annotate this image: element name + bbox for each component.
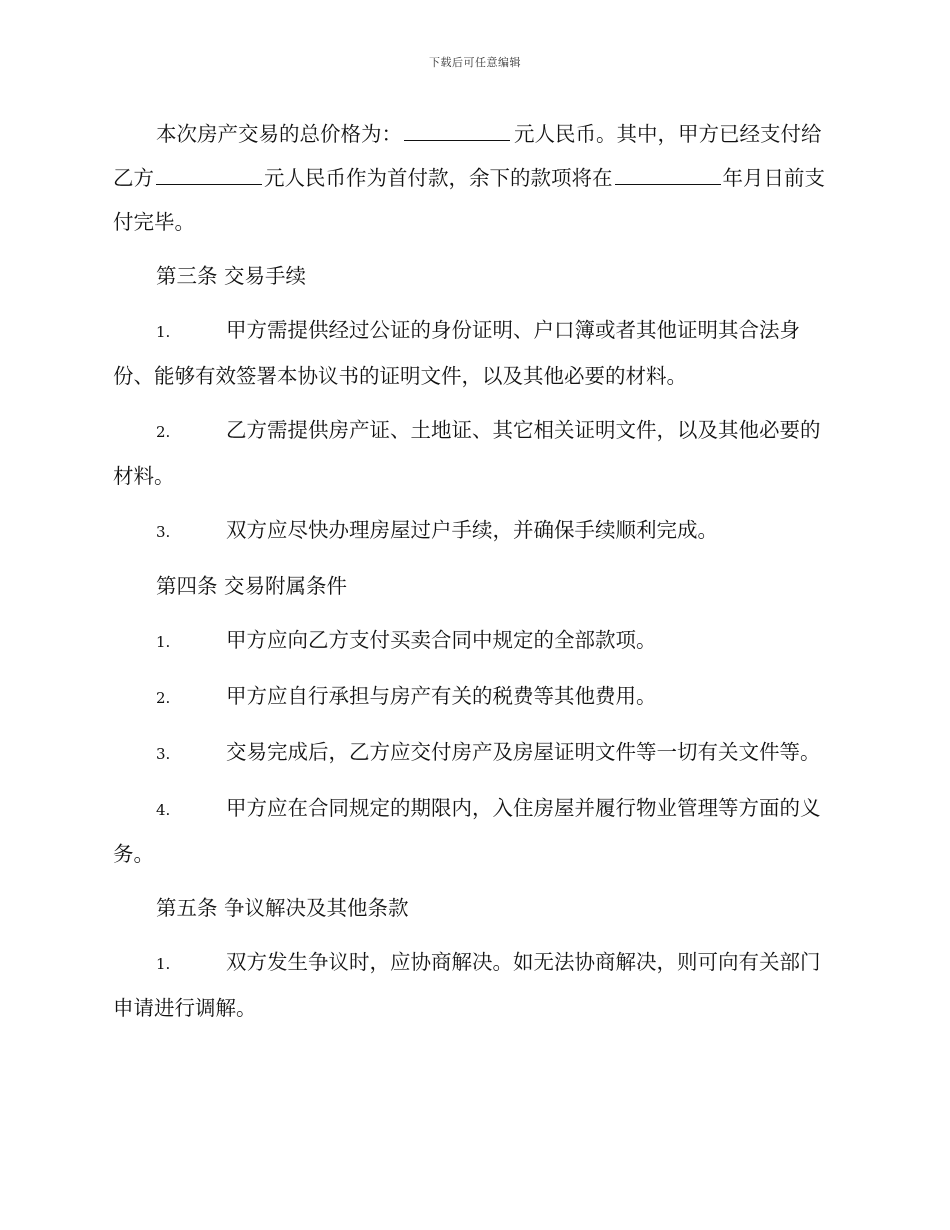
item-number: 4. bbox=[156, 801, 171, 819]
item-number: 2. bbox=[156, 689, 171, 707]
article-5-item-1 bbox=[113, 940, 833, 1030]
price-text-3: 元人民币作为首付款，余下的款项将在 bbox=[264, 166, 613, 190]
article-3-item-3 bbox=[113, 508, 833, 554]
article-4-item-1 bbox=[113, 618, 833, 664]
item-number: 3. bbox=[156, 523, 171, 541]
item-text: 交易完成后，乙方应交付房产及房屋证明文件等一切有关文件等。 bbox=[226, 740, 821, 764]
item-text: 乙方需提供房产证、土地证、其它相关证明文件，以及其他必要的材料。 bbox=[113, 418, 821, 488]
item-text: 双方应尽快办理房屋过户手续，并确保手续顺利完成。 bbox=[226, 518, 718, 542]
article-5-title: 第五条 争议解决及其他条款 bbox=[156, 896, 409, 920]
price-text-4: 年月日前支付完毕。 bbox=[113, 166, 825, 234]
item-text: 甲方应自行承担与房产有关的税费等其他费用。 bbox=[226, 684, 657, 708]
item-text: 甲方需提供经过公证的身份证明、户口簿或者其他证明其合法身份、能够有效签署本协议书的证明文件，以及其他必要的材料。 bbox=[113, 318, 800, 388]
item-text: 双方发生争议时，应协商解决。如无法协商解决，则可向有关部门申请进行调解。 bbox=[113, 950, 821, 1020]
page-header: 下载后可任意编辑 bbox=[429, 56, 521, 69]
item-number: 2. bbox=[156, 423, 171, 441]
article-3-title: 第三条 交易手续 bbox=[156, 264, 307, 288]
item-text: 甲方应向乙方支付买卖合同中规定的全部款项。 bbox=[226, 628, 657, 652]
article-4-title: 第四条 交易附属条件 bbox=[156, 574, 348, 598]
article-3-item-1 bbox=[113, 308, 833, 398]
due-date-blank bbox=[615, 162, 721, 185]
article-4-item-3 bbox=[113, 730, 833, 776]
item-text: 甲方应在合同规定的期限内，入住房屋并履行物业管理等方面的义务。 bbox=[113, 796, 821, 866]
item-number: 1. bbox=[156, 955, 171, 973]
down-payment-blank bbox=[156, 162, 262, 185]
item-number: 1. bbox=[156, 323, 171, 341]
item-number: 3. bbox=[156, 745, 171, 763]
price-paragraph bbox=[113, 112, 833, 244]
total-price-blank bbox=[404, 118, 510, 141]
article-4-item-2 bbox=[113, 674, 833, 720]
item-number: 1. bbox=[156, 633, 171, 651]
article-3-item-2 bbox=[113, 408, 833, 498]
article-4-item-4 bbox=[113, 786, 833, 876]
price-text-1: 本次房产交易的总价格为： bbox=[156, 122, 402, 146]
price-text-2: 元人民币。其中，甲方已经支付给乙方 bbox=[113, 122, 822, 190]
document-body bbox=[113, 112, 833, 1040]
